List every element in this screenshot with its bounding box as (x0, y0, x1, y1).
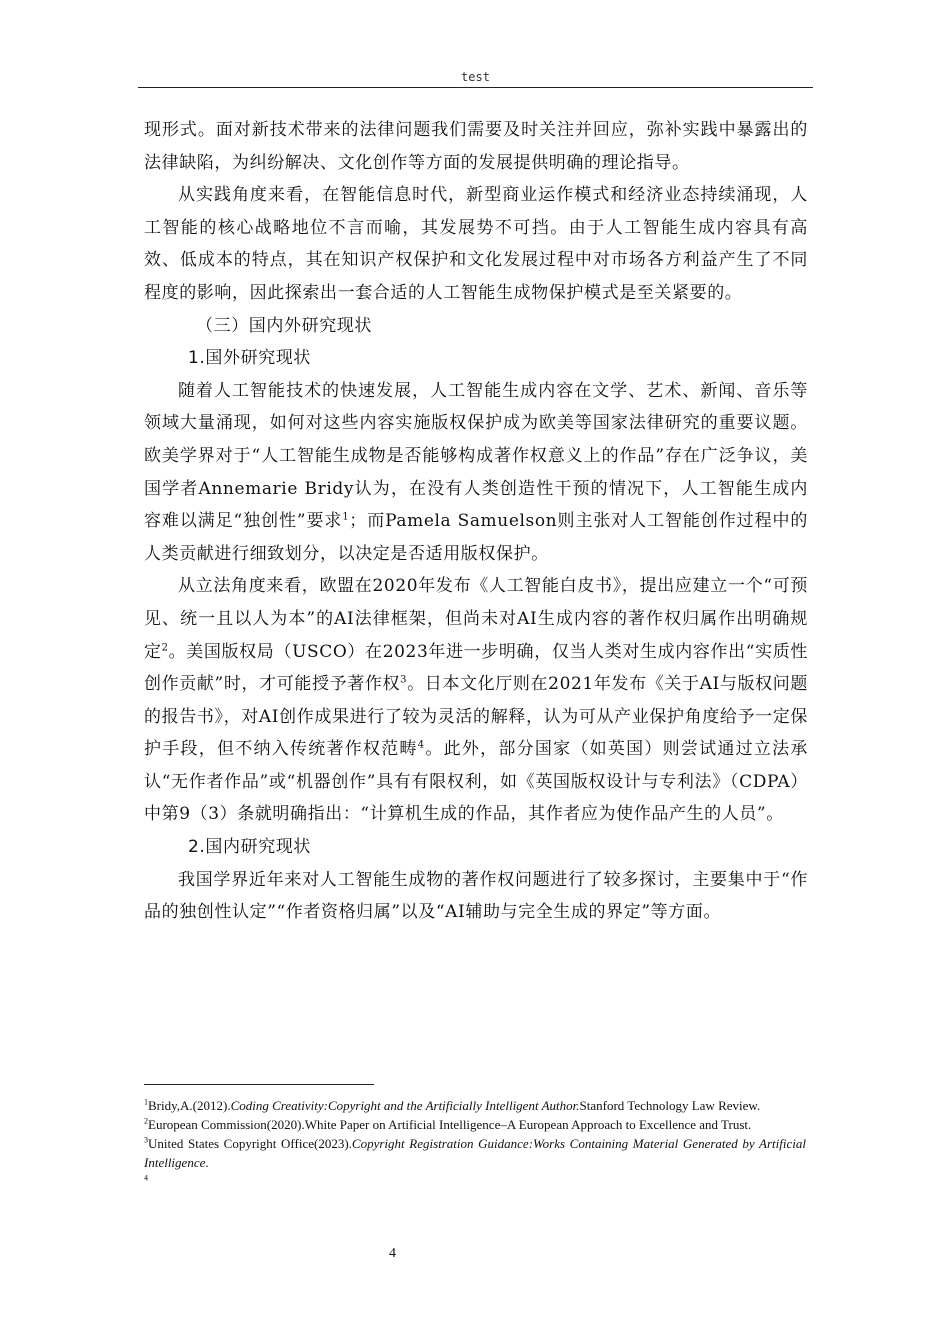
paragraph (144, 375, 808, 571)
footnote (144, 1096, 806, 1115)
footnote-title: Copyright Registration Guidance:Works Containing Material Generated by Artificial Intelligence (144, 1136, 806, 1170)
paragraph-text: 。日本文化厅则在2021年发布《关于AI与版权问题的报告书》，对AI创作成果进行了较为灵活的解释，认为可从产业保护角度给予一定保护手段，但不纳入传统著作权范畴 (144, 674, 808, 760)
page-number: 4 (389, 1246, 396, 1261)
footnote-mark: 2 (144, 1116, 148, 1126)
paragraph-text: 随着人工智能技术的快速发展，人工智能生成内容在文学、艺术、新闻、音乐等领域大量涌现，如何对这些内容实施版权保护成为欧美等国家法律研究的重要议题。欧美学界对于“人工智能生成物是否能够构成著作权意义上的作品”存在广泛争议，美国学者Annemarie Bridy认为，在没有人类创造性干预的情况下，人工智能生成内容难以满足“独创性”要求 (144, 380, 808, 532)
body-text (144, 114, 808, 929)
footnote-text: . (205, 1155, 209, 1170)
footnote-text: Bridy,A.(2012). (148, 1098, 231, 1113)
footnotes (144, 1096, 806, 1191)
footnote-ref[interactable]: 4 (417, 739, 425, 751)
paragraph-text: 。此外，部分国家（如英国）则尝试通过立法承认“无作者作品”或“机器创作”具有有限权利，如《英国版权设计与专利法》（CDPA）中第9（3）条就明确指出：“计算机生成的作品，其作者应为使作品产生的人员”。 (144, 739, 808, 825)
footnote (144, 1172, 806, 1191)
section-heading: （三）国内外研究现状 (196, 315, 372, 336)
paragraph: 现形式。面对新技术带来的法律问题我们需要及时关注并回应，弥补实践中暴露出的法律缺陷，为纠纷解决、文化创作等方面的发展提供明确的理论指导。 (144, 120, 808, 173)
page-header: test (461, 70, 490, 84)
footnote (144, 1134, 806, 1172)
paragraph: 我国学界近年来对人工智能生成物的著作权问题进行了较多探讨，主要集中于“作品的独创性认定”“作者资格归属”以及“AI辅助与完全生成的界定”等方面。 (144, 869, 808, 923)
paragraph-text: ；而Pamela Samuelson则主张对人工智能创作过程中的人类贡献进行细致划分，以决定是否适用版权保护。 (144, 511, 808, 564)
footnote-ref[interactable]: 2 (161, 641, 169, 653)
paragraph: 从实践角度来看，在智能信息时代，新型商业运作模式和经济业态持续涌现，人工智能的核心战略地位不言而喻，其发展势不可挡。由于人工智能生成内容具有高效、低成本的特点，其在知识产权保护和文化发展过程中对市场各方利益产生了不同程度的影响，因此探索出一套合适的人工智能生成物保护模式是至关紧要的。 (144, 185, 808, 303)
footnote-text: Stanford Technology Law Review. (579, 1098, 761, 1113)
footnote-title: Coding Creativity:Copyright and the Artificially Intelligent Author. (230, 1098, 580, 1113)
footnote-ref[interactable]: 1 (342, 511, 350, 523)
subsection-heading-domestic: 2.国内研究现状 (188, 837, 312, 858)
footnote-mark: 4 (144, 1173, 148, 1183)
paragraph-text: 从立法角度来看，欧盟在2020年发布《人工智能白皮书》，提出应建立一个“可预见、统一且以人为本”的AI法律框架，但尚未对AI生成内容的著作权归属作出明确规定 (144, 576, 808, 662)
footnote-ref[interactable]: 3 (400, 674, 408, 686)
footnote-mark: 3 (144, 1135, 148, 1145)
paragraph-text: 。美国版权局（USCO）在2023年进一步明确，仅当人类对生成内容作出“实质性创作贡献”时，才可能授予著作权 (144, 641, 808, 695)
footnote (144, 1115, 806, 1134)
footnote-text: United States Copyright Office(2023). (148, 1136, 352, 1151)
footnote-mark: 1 (144, 1097, 148, 1107)
subsection-heading-foreign: 1.国外研究现状 (188, 348, 312, 369)
header-rule (138, 87, 813, 88)
footnote-separator (144, 1084, 374, 1085)
footnote-text: European Commission(2020).White Paper on Artificial Intelligence–A European Approach to Excellence and Trust. (148, 1117, 752, 1132)
paragraph (144, 570, 808, 831)
